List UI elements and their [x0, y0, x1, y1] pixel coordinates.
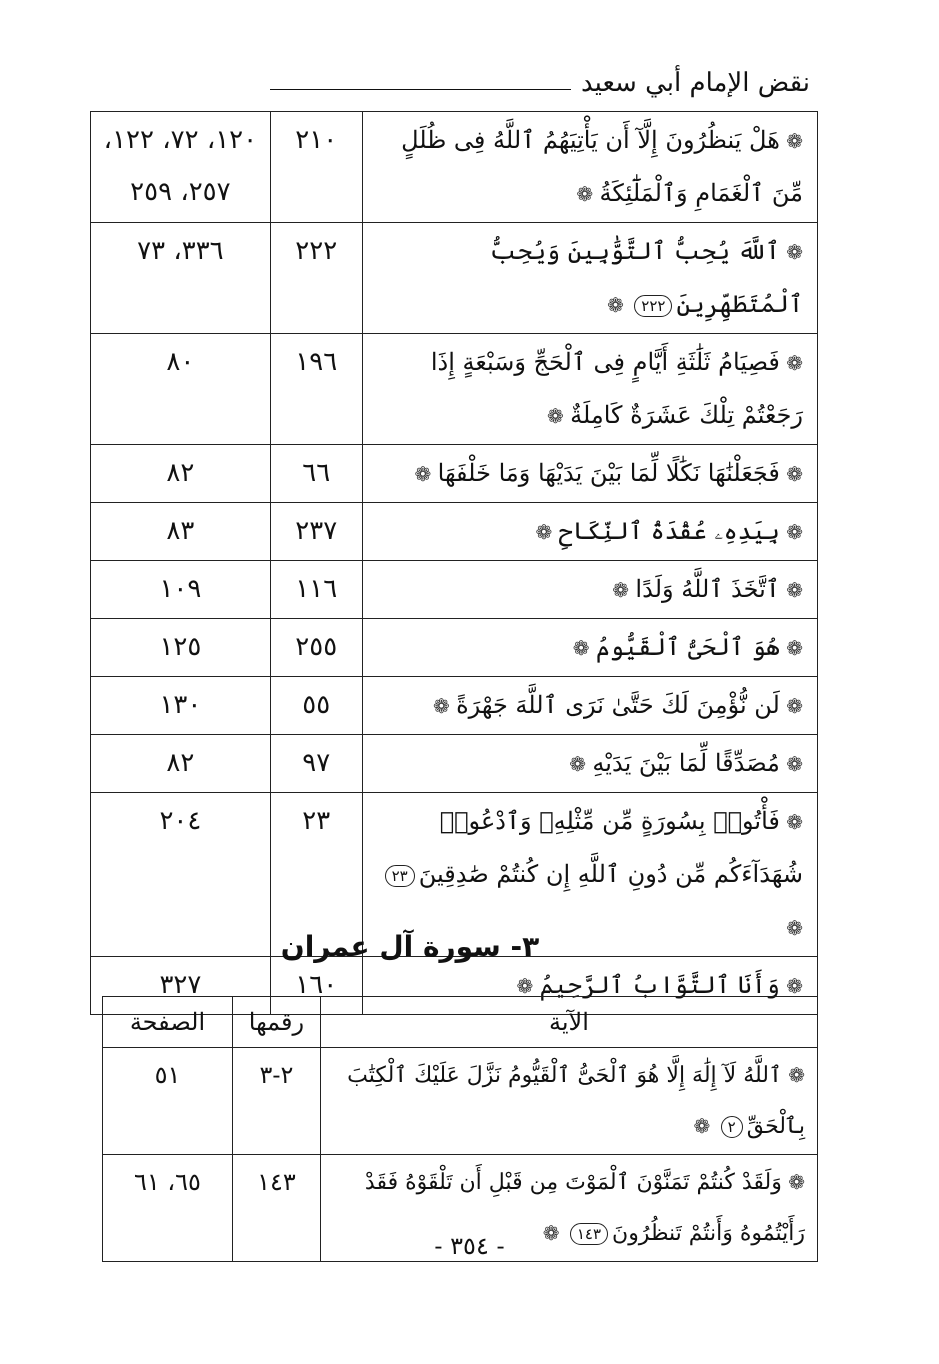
table-row — [91, 334, 818, 445]
ayah-number-cell: ١٩٦ — [270, 334, 362, 445]
ornament-icon: ❁ — [781, 1170, 805, 1194]
ornament-icon: ❁ — [612, 578, 636, 602]
ornament-icon: ❁ — [569, 752, 593, 776]
verse-cell — [362, 112, 817, 223]
verse-text: هَلْ يَنظُرُونَ إِلَّآ أَن يَأْتِيَهُمُ ٱللَّهُ فِى ظُلَلٍ مِّنَ ٱلْغَمَامِ وَٱلْمَلَٰٓئِكَةُ — [401, 126, 803, 207]
page-reference-cell: ٨٢ — [91, 735, 271, 793]
ornament-icon: ❁ — [693, 1114, 717, 1138]
page-reference-cell: ٣٢٧ — [91, 957, 271, 1015]
ayah-number-cell: ١٤٣ — [232, 1155, 320, 1262]
verse-cell — [362, 223, 817, 334]
page-reference-cell: ٨٢ — [91, 445, 271, 503]
verse-text: ٱتَّخَذَ ٱللَّهُ وَلَدًا — [635, 575, 780, 603]
page-reference-cell: ٦٥، ٦١ — [103, 1155, 233, 1262]
table-row — [91, 619, 818, 677]
ornament-icon: ❁ — [607, 293, 631, 317]
ornament-icon: ❁ — [781, 1063, 805, 1087]
verse-cell — [362, 503, 817, 561]
verses-table-al-imran — [102, 996, 818, 1262]
ayah-number-cell: ٢٣ — [270, 793, 362, 957]
ornament-icon: ❁ — [779, 520, 803, 544]
table-row — [91, 445, 818, 503]
verse-cell — [362, 735, 817, 793]
verse-number-marker: ١٤٣ — [570, 1223, 608, 1245]
page-number: - ٣٥٤ - — [434, 1232, 505, 1260]
table-row — [91, 112, 818, 223]
ayah-number-cell: ٢-٣ — [232, 1048, 320, 1155]
ornament-icon: ❁ — [432, 694, 457, 718]
verse-cell — [362, 677, 817, 735]
ornament-icon: ❁ — [546, 404, 571, 428]
header-ayah-number: رقمها — [232, 997, 320, 1048]
table-row — [91, 223, 818, 334]
ornament-icon: ❁ — [779, 129, 803, 153]
ornament-icon: ❁ — [779, 694, 803, 718]
ornament-icon: ❁ — [572, 636, 596, 660]
ornament-icon: ❁ — [779, 462, 803, 486]
page-reference-cell: ١٢٥ — [91, 619, 271, 677]
verse-text: ٱللَّهَ يُحِبُّ ٱلتَّوَّٰبِينَ وَيُحِبُّ ٱلْمُتَطَهِّرِينَ — [489, 237, 803, 318]
verse-number-marker: ٢٣ — [385, 865, 415, 887]
page-reference-cell: ٨٠ — [91, 334, 271, 445]
verse-number-marker: ٢٢٢ — [634, 295, 672, 317]
ornament-icon: ❁ — [779, 578, 803, 602]
verse-text: بِيَدِهِۦ عُقْدَةُ ٱلنِّكَاحِ — [558, 517, 780, 545]
ayah-number-cell: ١٦٠ — [270, 957, 362, 1015]
table-header-row — [103, 997, 818, 1048]
ayah-number-cell: ١١٦ — [270, 561, 362, 619]
ornament-icon: ❁ — [414, 462, 438, 486]
verse-text: فَجَعَلْنَٰهَا نَكَٰلًا لِّمَا بَيْنَ يَدَيْهَا وَمَا خَلْفَهَا — [437, 459, 780, 487]
verse-number-marker: ٢ — [721, 1116, 743, 1138]
page-reference-cell: ١٣٠ — [91, 677, 271, 735]
verse-text: وَلَقَدْ كُنتُمْ تَمَنَّوْنَ ٱلْمَوْتَ مِن قَبْلِ أَن تَلْقَوْهُ فَقَدْ رَأَيْتُمُوهُ وَأَنتُمْ تَنظُرُونَ — [364, 1170, 805, 1246]
table-row — [91, 677, 818, 735]
ayah-number-cell: ٥٥ — [270, 677, 362, 735]
ayah-number-cell: ٢٣٧ — [270, 503, 362, 561]
verse-cell — [320, 1048, 817, 1155]
ornament-icon: ❁ — [779, 351, 803, 375]
page-reference-cell: ٥١ — [103, 1048, 233, 1155]
table-row — [91, 735, 818, 793]
table-row — [103, 1048, 818, 1155]
verse-text: فَصِيَامُ ثَلَٰثَةِ أَيَّامٍ فِى ٱلْحَجِّ وَسَبْعَةٍ إِذَا رَجَعْتُمْ تِلْكَ عَشَرَةٌ كَامِلَةٌ — [430, 348, 803, 429]
table-row — [91, 503, 818, 561]
header-rule — [270, 89, 571, 90]
verse-text: وَأَنَا ٱلتَّوَّابُ ٱلرَّحِيمُ — [539, 971, 780, 999]
page-reference-cell: ٢٠٤ — [91, 793, 271, 957]
verse-text: ٱللَّهُ لَآ إِلَٰهَ إِلَّا هُوَ ٱلْحَىُّ ٱلْقَيُّومُ نَزَّلَ عَلَيْكَ ٱلْكِتَٰبَ بِٱلْحَقِّ — [347, 1063, 805, 1139]
verse-cell — [362, 334, 817, 445]
ornament-icon: ❁ — [576, 182, 600, 206]
ornament-icon: ❁ — [542, 1221, 566, 1245]
ornament-icon: ❁ — [535, 520, 559, 544]
page-reference-cell: ٣٣٦، ٧٣ — [91, 223, 271, 334]
verses-table-baqarah — [90, 111, 818, 1015]
page-reference-cell: ٨٣ — [91, 503, 271, 561]
ornament-icon: ❁ — [779, 810, 803, 834]
page-reference-cell: ١٢٠، ٧٢، ١٢٢، ٢٥٧، ٢٥٩ — [91, 112, 271, 223]
ayah-number-cell: ٢٥٥ — [270, 619, 362, 677]
page-reference-cell: ١٠٩ — [91, 561, 271, 619]
verse-cell — [362, 561, 817, 619]
table-row — [91, 561, 818, 619]
verse-cell — [362, 619, 817, 677]
ornament-icon: ❁ — [779, 636, 803, 660]
header-verse: الآية — [320, 997, 817, 1048]
ornament-icon: ❁ — [779, 752, 803, 776]
running-header-title: نقض الإمام أبي سعيد — [581, 68, 810, 98]
section-title: ٣- سورة آل عمران — [280, 930, 540, 963]
ornament-icon: ❁ — [516, 974, 540, 998]
verse-cell — [362, 445, 817, 503]
ayah-number-cell: ٦٦ — [270, 445, 362, 503]
verse-text: مُصَدِّقًا لِّمَا بَيْنَ يَدَيْهِ — [592, 749, 780, 777]
verse-text: فَأْتُوا۟ بِسُورَةٍ مِّن مِّثْلِهِۦ وَٱدْعُوا۟ شُهَدَآءَكُم مِّن دُونِ ٱللَّهِ إِن كُنتُمْ صَٰدِقِينَ — [418, 807, 803, 888]
ornament-icon: ❁ — [786, 916, 803, 940]
ayah-number-cell: ٢٢٢ — [270, 223, 362, 334]
verse-text: هُوَ ٱلْحَىُّ ٱلْقَيُّومُ — [595, 633, 780, 661]
verse-text: لَن نُّؤْمِنَ لَكَ حَتَّىٰ نَرَى ٱللَّهَ جَهْرَةً — [456, 691, 780, 719]
running-header — [270, 58, 810, 98]
ayah-number-cell: ٩٧ — [270, 735, 362, 793]
ornament-icon: ❁ — [779, 240, 803, 264]
ayah-number-cell: ٢١٠ — [270, 112, 362, 223]
ornament-icon: ❁ — [779, 974, 803, 998]
header-page: الصفحة — [103, 997, 233, 1048]
